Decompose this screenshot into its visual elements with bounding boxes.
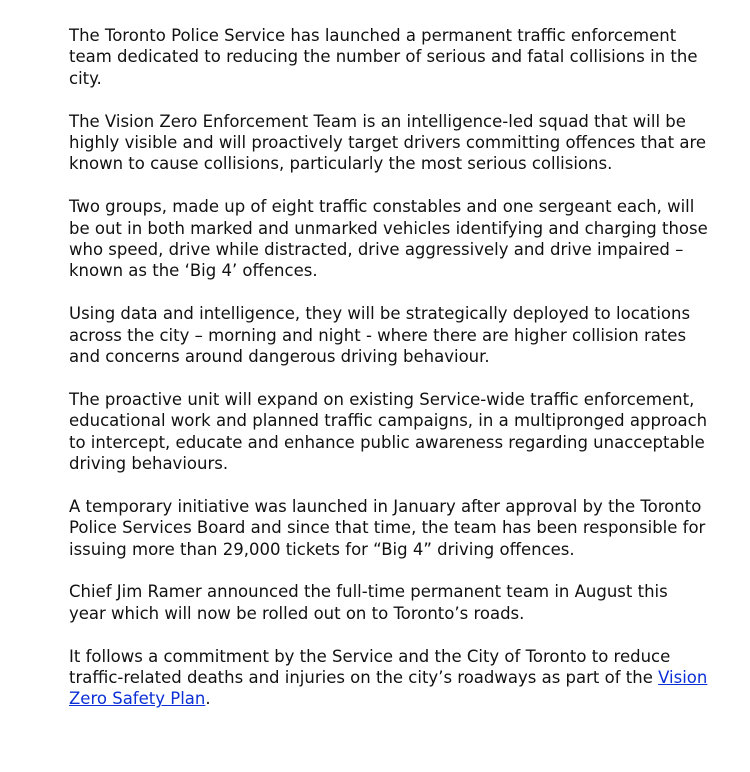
vision-zero-safety-plan-link[interactable]: Vision Zero Safety Plan <box>69 668 708 709</box>
paragraph-8 <box>69 646 709 710</box>
paragraph-7: Chief Jim Ramer announced the full-time permanent team in August this year which will now be rolled out on to Toronto’s roads. <box>69 582 668 623</box>
paragraph-5: The proactive unit will expand on existing Service-wide traffic enforcement, educational work and planned traffic campaigns, in a multipronged approach to intercept, educate and enhance public awareness regarding unacceptable driving behaviours. <box>69 389 708 474</box>
paragraph-1: The Toronto Police Service has launched a permanent traffic enforcement team dedicated to reducing the number of serious and fatal collisions in the city. <box>69 26 698 88</box>
paragraph-6: A temporary initiative was launched in January after approval by the Toronto Police Services Board and since that time, the team has been responsible for issuing more than 29,000 tickets for “Big 4” driving offences. <box>69 496 706 559</box>
paragraph-3: Two groups, made up of eight traffic constables and one sergeant each, will be out in both marked and unmarked vehicles identifying and charging those who speed, drive while distracted, drive aggressively and drive impaired – known as the ‘Big 4’ offences. <box>69 197 708 281</box>
paragraph-4: Using data and intelligence, they will be strategically deployed to locations across the city – morning and night - where there are higher collision rates and concerns around dangerous driving behaviour. <box>69 304 691 367</box>
paragraph-8-end: . <box>205 689 211 709</box>
paragraph-8-text: It follows a commitment by the Service and the City of Toronto to reduce traffic-related deaths and injuries on the city’s roadways as part of the <box>69 646 671 688</box>
paragraph-2: The Vision Zero Enforcement Team is an intelligence-led squad that will be highly visible and will proactively target drivers committing offences that are known to cause collisions, particularly the most serious collisions. <box>69 111 707 174</box>
article-body <box>69 25 709 731</box>
